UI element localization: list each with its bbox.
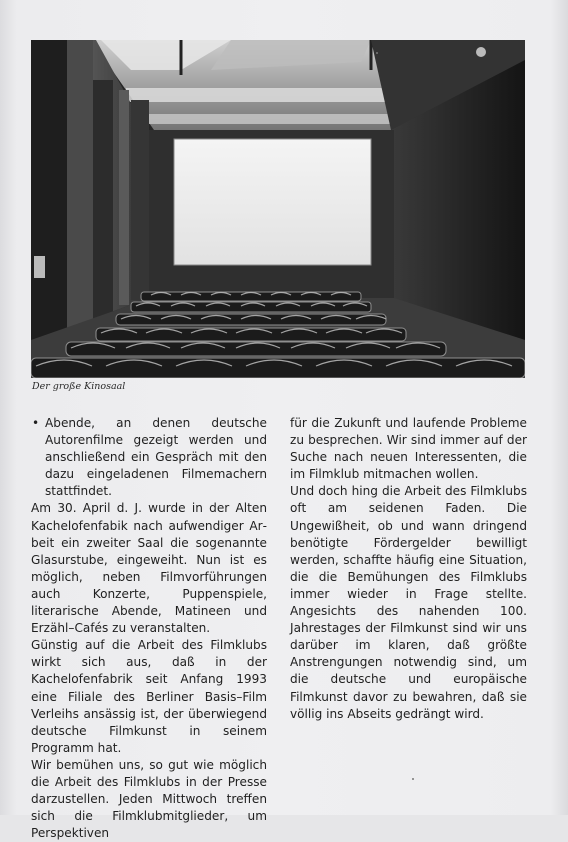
paper-speck	[412, 778, 414, 780]
bullet-marker: •	[32, 416, 40, 430]
left-text-column	[31, 415, 267, 842]
paragraph-seidener-faden: Und doch hing die Arbeit des Filmklubs oft am seidenen Faden. Die Ungewißheit, ob und wann dringend benötigte Fördergelder bewilligt werden, schaffte häufig eine Situation, die die Bemühungen des Filmklubs immer wieder in Frage stellte. Angesichts des nahenden 100. Jahrestages der Filmkunst sind wir uns darüber im klaren, daß größte Anstrengungen notwendig sind, um die deutsche und europäische Filmkunst davor zu bewahren, daß sie völlig ins Abseits gedrängt wird.	[290, 484, 527, 721]
bullet-paragraph-text: Abende, an denen deutsche Autorenfilme gezeigt werden und anschließend ein Gespräch mit den dazu eingeladenen Filmemachern stattfindet.	[45, 416, 267, 499]
paragraph-basis-film: Günstig auf die Arbeit des Filmklubs wirkt sich aus, daß in der Kachelofenfabrik seit Anfang 1993 eine Filiale des Berliner Basis–Film Verleihs ansässig ist, der überwiegend deutsche Filmkunst in seinem Programm hat.	[31, 638, 267, 755]
paragraph-glasurstube: Am 30. April d. J. wurde in der Alten Kachelofenfabik nach aufwendiger Arbeit ein zweiter Saal die sogenannte Glasurstube, eingeweiht. Nun ist es möglich, neben Filmvorführungen auch Konzerte, Puppenspiele, literarische Abende, Matineen und Erzähl–Cafés zu veranstalten.	[31, 501, 267, 636]
cinema-hall-photo	[31, 40, 525, 378]
paragraph-presse: Wir bemühen uns, so gut wie möglich die Arbeit des Filmklubs in der Presse darzustellen. Jeden Mittwoch treffen sich die Filmklubmitglieder, um Perspektiven	[31, 757, 267, 841]
paragraph-zukunft: für die Zukunft und laufende Probleme zu besprechen. Wir sind immer auf der Suche nach neuen Interessenten, die im Filmklub mitmachen wollen.	[290, 416, 527, 482]
photo-caption: Der große Kinosaal	[32, 381, 126, 392]
bullet-paragraph	[31, 415, 267, 500]
right-text-column	[290, 415, 527, 723]
paper-speck	[376, 52, 378, 54]
